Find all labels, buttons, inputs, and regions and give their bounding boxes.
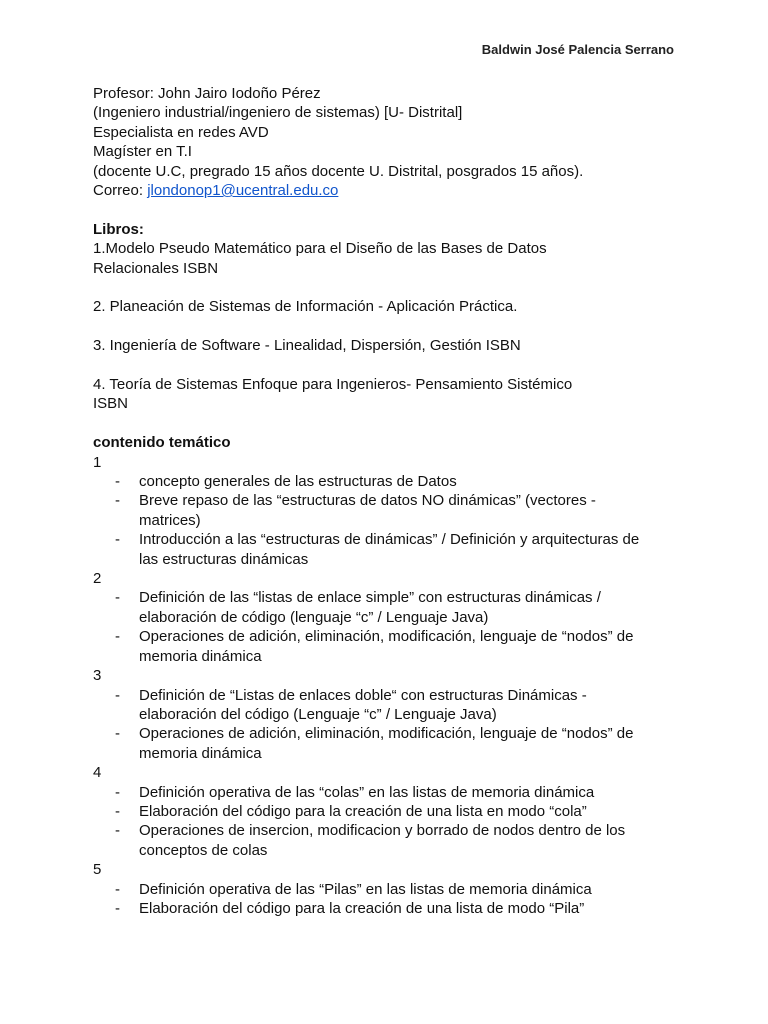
item-text-cont: matrices) <box>139 511 201 529</box>
item-text: Definición operativa de las “Pilas” en las listas de memoria dinámica <box>139 880 592 898</box>
unit-number: 2 <box>93 570 102 588</box>
libro-1-line-1: 1.Modelo Pseudo Matemático para el Diseño de las Bases de Datos <box>93 240 547 258</box>
profesor-degree: (Ingeniero industrial/ingeniero de sistemas) [U- Distrital] <box>93 104 463 122</box>
dash-bullet: - <box>115 686 120 704</box>
profesor-email-line <box>93 181 673 200</box>
unit-2-list <box>93 588 673 666</box>
item-text-cont: memoria dinámica <box>139 647 262 665</box>
dash-bullet: - <box>115 473 120 491</box>
list-item <box>93 627 673 666</box>
dash-bullet: - <box>115 628 120 646</box>
libros-heading: Libros: <box>93 220 144 238</box>
item-text-cont: las estructuras dinámicas <box>139 550 309 568</box>
item-text: Definición operativa de las “colas” en las listas de memoria dinámica <box>139 783 595 801</box>
profesor-masters: Magíster en T.I <box>93 143 192 161</box>
item-text: Definición de “Listas de enlaces doble“ con estructuras Dinámicas - <box>139 686 587 704</box>
profesor-name: Profesor: John Jairo Iodoño Pérez <box>93 85 321 102</box>
list-item <box>93 686 673 725</box>
item-text: Operaciones de adición, eliminación, modificación, lenguaje de “nodos” de <box>139 628 634 646</box>
libro-2: 2. Planeación de Sistemas de Información - Aplicación Práctica. <box>93 298 518 316</box>
list-item <box>93 783 673 802</box>
dash-bullet: - <box>115 802 120 820</box>
list-item <box>93 724 673 763</box>
spacer <box>93 414 673 433</box>
item-text: Operaciones de adición, eliminación, modificación, lenguaje de “nodos” de <box>139 725 634 743</box>
email-label: Correo: <box>93 182 148 200</box>
libro-4-line-1: 4. Teoría de Sistemas Enfoque para Ingenieros- Pensamiento Sistémico <box>93 376 573 394</box>
libro-3: 3. Ingeniería de Software - Linealidad, Dispersión, Gestión ISBN <box>93 337 521 355</box>
unit-4-list <box>93 783 673 861</box>
dash-bullet: - <box>115 880 120 898</box>
list-item <box>93 472 673 491</box>
list-item <box>93 821 673 860</box>
list-item <box>93 802 673 821</box>
item-text: Elaboración del código para la creación de una lista en modo “cola” <box>139 802 587 820</box>
header-author: Baldwin José Palencia Serrano <box>481 42 674 57</box>
document-body <box>93 84 673 918</box>
list-item <box>93 899 673 918</box>
profesor-experience: (docente U.C, pregrado 15 años docente U. Distrital, posgrados 15 años). <box>93 162 584 180</box>
list-item <box>93 491 673 530</box>
email-link[interactable]: jlondonop1@ucentral.edu.co <box>147 182 339 200</box>
dash-bullet: - <box>115 822 120 840</box>
item-text-cont: elaboración del código (Lenguaje “c” / Lenguaje Java) <box>139 705 497 723</box>
list-item <box>93 880 673 899</box>
profesor-specialization: Especialista en redes AVD <box>93 123 269 141</box>
unit-number: 4 <box>93 764 102 782</box>
contenido-heading: contenido temático <box>93 434 231 452</box>
dash-bullet: - <box>115 531 120 549</box>
libro-4-line-2: ISBN <box>93 395 129 413</box>
profesor-block <box>93 84 673 200</box>
unit-number: 1 <box>93 453 102 471</box>
dash-bullet: - <box>115 783 120 801</box>
libro-1-line-2: Relacionales ISBN <box>93 259 219 277</box>
spacer <box>93 278 673 297</box>
unit-number: 3 <box>93 667 102 685</box>
item-text-cont: conceptos de colas <box>139 841 268 859</box>
item-text: concepto generales de las estructuras de Datos <box>139 473 457 491</box>
item-text: Breve repaso de las “estructuras de datos NO dinámicas” (vectores - <box>139 492 596 510</box>
item-text: Operaciones de insercion, modificacion y borrado de nodos dentro de los <box>139 822 626 840</box>
spacer <box>93 356 673 375</box>
unit-1-list <box>93 472 673 569</box>
item-text-cont: elaboración de código (lenguaje “c” / Lenguaje Java) <box>139 608 489 626</box>
dash-bullet: - <box>115 492 120 510</box>
unit-number: 5 <box>93 861 102 879</box>
item-text: Elaboración del código para la creación de una lista de modo “Pila” <box>139 899 585 917</box>
libros-section <box>93 220 673 414</box>
contenido-section <box>93 433 673 918</box>
dash-bullet: - <box>115 589 120 607</box>
spacer <box>93 317 673 336</box>
list-item <box>93 588 673 627</box>
list-item <box>93 530 673 569</box>
dash-bullet: - <box>115 725 120 743</box>
item-text: Introducción a las “estructuras de dinámicas” / Definición y arquitecturas de <box>139 531 640 549</box>
dash-bullet: - <box>115 899 120 917</box>
unit-5-list <box>93 880 673 919</box>
item-text-cont: memoria dinámica <box>139 744 262 762</box>
unit-3-list <box>93 686 673 764</box>
spacer <box>93 200 673 219</box>
item-text: Definición de las “listas de enlace simple” con estructuras dinámicas / <box>139 589 601 607</box>
